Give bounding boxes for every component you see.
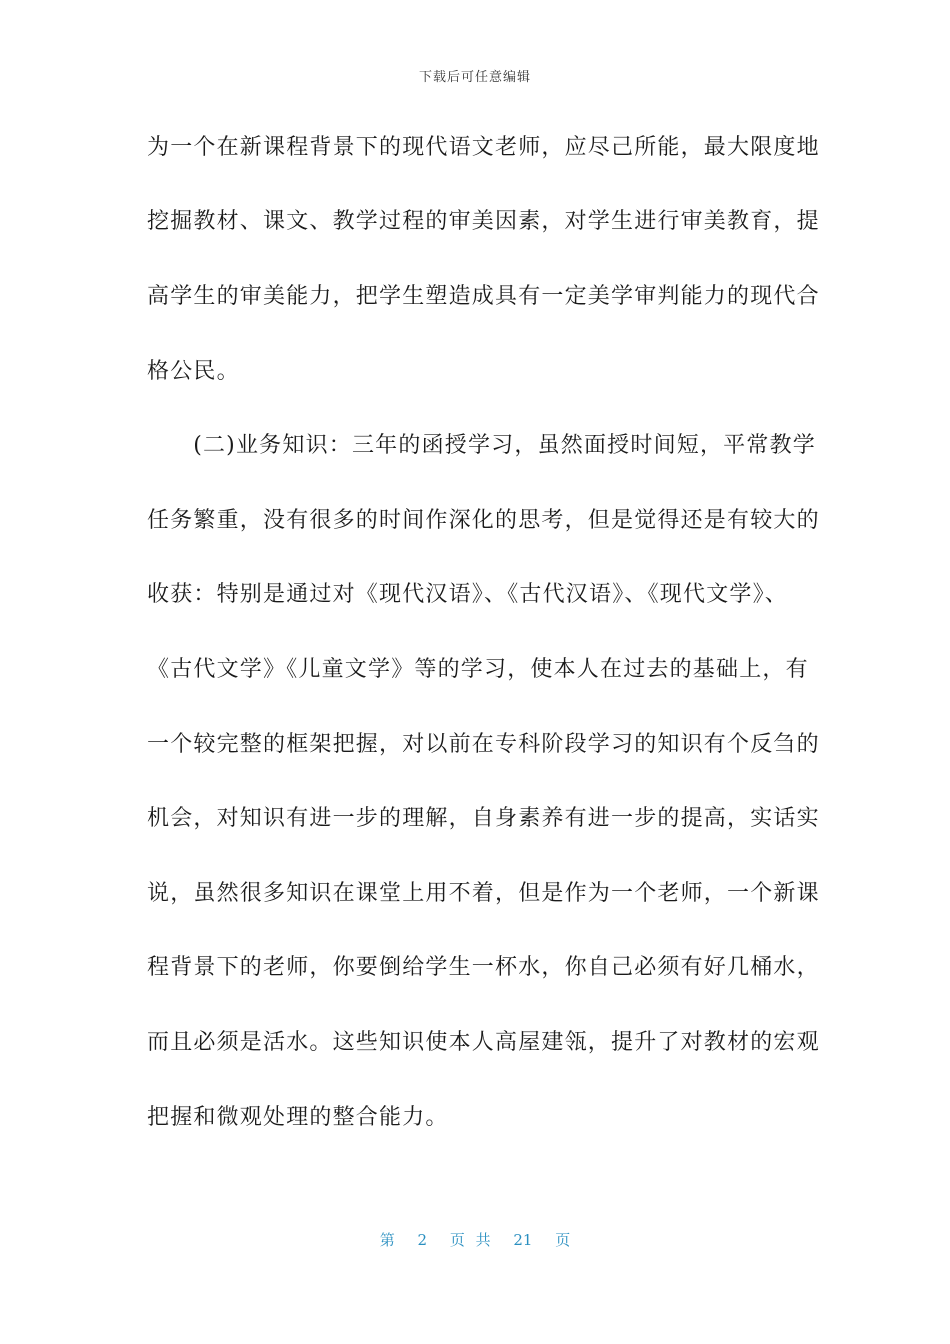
body-line: 而且必须是活水。这些知识使本人高屋建瓴，提升了对教材的宏观 [147, 1030, 820, 1055]
page-footer [0, 1229, 950, 1250]
body-line: 收获：特别是通过对《现代汉语》、《古代汉语》、《现代文学》、 [147, 582, 789, 607]
body-line: 把握和微观处理的整合能力。 [147, 1105, 449, 1130]
body-line: 一个较完整的框架把握，对以前在专科阶段学习的知识有个反刍的 [147, 732, 820, 757]
footer-prefix: 第 [379, 1231, 395, 1249]
current-page-number: 2 [417, 1231, 428, 1249]
footer-suffix: 页 [555, 1231, 571, 1249]
body-line: 挖掘教材、课文、教学过程的审美因素，对学生进行审美教育，提 [147, 209, 820, 234]
page-header: 下载后可任意编辑 [418, 70, 531, 85]
body-line: 为一个在新课程背景下的现代语文老师，应尽己所能，最大限度地 [147, 135, 820, 160]
total-pages-number: 21 [513, 1231, 533, 1249]
body-line: 格公民。 [147, 359, 240, 384]
body-line: 高学生的审美能力，把学生塑造成具有一定美学审判能力的现代合 [147, 284, 820, 309]
body-line: 程背景下的老师，你要倒给学生一杯水，你自己必须有好几桶水， [147, 955, 820, 980]
footer-middle: 页 共 [449, 1231, 491, 1249]
body-line: 任务繁重，没有很多的时间作深化的思考，但是觉得还是有较大的 [147, 508, 820, 533]
body-line: 说，虽然很多知识在课堂上用不着，但是作为一个老师，一个新课 [147, 881, 820, 906]
body-line: 机会，对知识有进一步的理解，自身素养有进一步的提高，实话实 [147, 806, 820, 831]
body-line: (二)业务知识：三年的函授学习，虽然面授时间短，平常教学 [170, 433, 816, 458]
body-line: 《古代文学》《儿童文学》等的学习，使本人在过去的基础上，有 [147, 657, 809, 682]
